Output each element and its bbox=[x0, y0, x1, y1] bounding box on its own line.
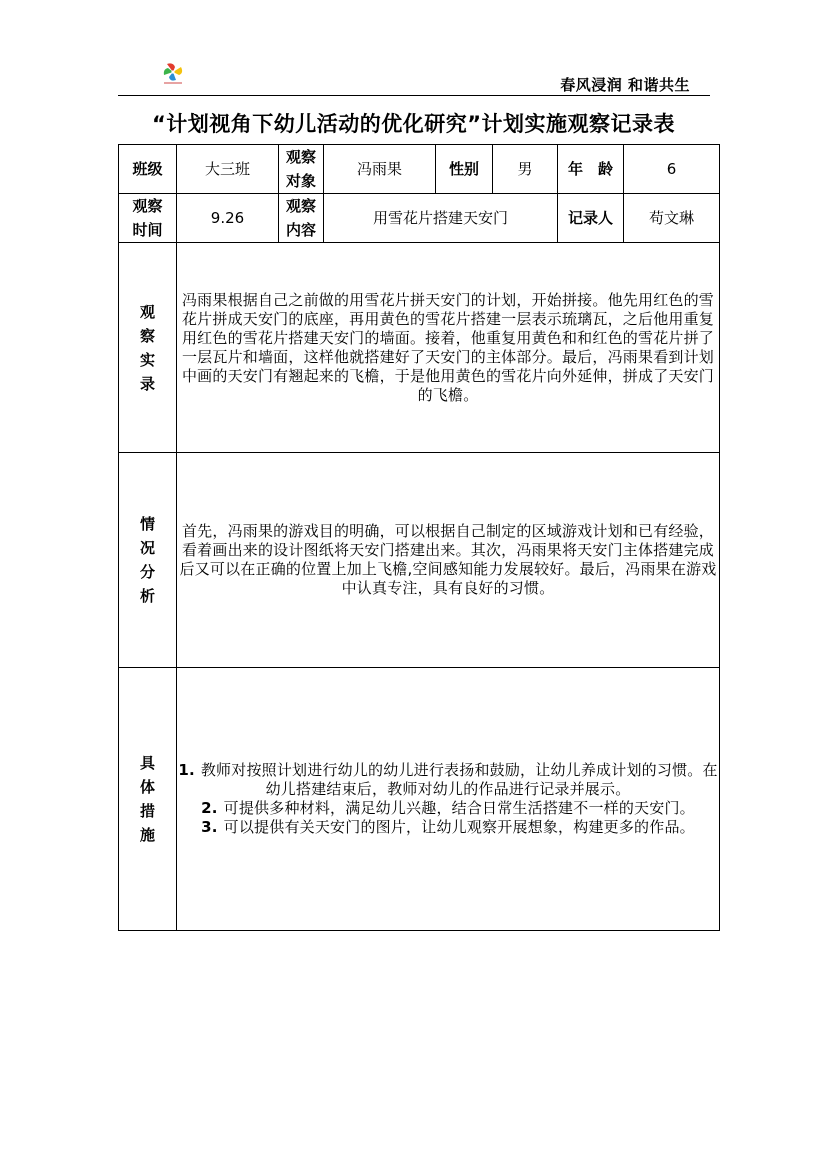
page-title: “计划视角下幼儿活动的优化研究”计划实施观察记录表 bbox=[151, 112, 676, 136]
measure-item: 2. 可提供多种材料，满足幼儿兴趣，结合日常生活搭建不一样的天安门。 bbox=[201, 799, 695, 817]
age-value: 6 bbox=[624, 145, 720, 194]
info-row-1 bbox=[119, 145, 720, 194]
record-row bbox=[119, 243, 720, 453]
content-label: 观察内容 bbox=[279, 194, 324, 243]
measures-label: 具体措施 bbox=[119, 668, 177, 931]
analysis-row bbox=[119, 453, 720, 668]
record-label: 观察实录 bbox=[119, 243, 177, 453]
measure-item: 3. 可以提供有关天安门的图片，让幼儿观察开展想象，构建更多的作品。 bbox=[201, 818, 695, 836]
info-row-2 bbox=[119, 194, 720, 243]
measures-list bbox=[177, 668, 720, 931]
header-divider bbox=[118, 95, 710, 96]
gender-label: 性别 bbox=[436, 145, 493, 194]
class-value: 大三班 bbox=[177, 145, 279, 194]
gender-value: 男 bbox=[493, 145, 558, 194]
analysis-text: 首先，冯雨果的游戏目的明确，可以根据自己制定的区域游戏计划和已有经验，看着画出来的设计图纸将天安门搭建出来。其次，冯雨果将天安门主体搭建完成后又可以在正确的位置上加上飞檐,空间感知能力发展较好。最后，冯雨果在游戏中认真专注，具有良好的习惯。 bbox=[177, 453, 720, 668]
age-label: 年 龄 bbox=[558, 145, 624, 194]
time-label: 观察时间 bbox=[119, 194, 177, 243]
analysis-label: 情况分析 bbox=[119, 453, 177, 668]
subject-value: 冯雨果 bbox=[324, 145, 436, 194]
observation-record-table bbox=[118, 144, 720, 931]
class-label: 班级 bbox=[119, 145, 177, 194]
record-text: 冯雨果根据自己之前做的用雪花片拼天安门的计划，开始拼接。他先用红色的雪花片拼成天安门的底座，再用黄色的雪花片搭建一层表示琉璃瓦，之后他用重复用红色的雪花片搭建天安门的墙面。接着，他重复用黄色和和红色的雪花片拼了一层瓦片和墙面，这样他就搭建好了天安门的主体部分。最后，冯雨果看到计划中画的天安门有翘起来的飞檐，于是他用黄色的雪花片向外延伸，拼成了天安门的飞檐。 bbox=[177, 243, 720, 453]
content-value: 用雪花片搭建天安门 bbox=[324, 194, 558, 243]
recorder-value: 苟文琳 bbox=[624, 194, 720, 243]
subject-label: 观察对象 bbox=[279, 145, 324, 194]
recorder-label: 记录人 bbox=[558, 194, 624, 243]
header-motto: 春风浸润 和谐共生 bbox=[560, 76, 690, 94]
measure-item: 1. 教师对按照计划进行幼儿的幼儿进行表扬和鼓励，让幼儿养成计划的习惯。在幼儿搭建结束后，教师对幼儿的作品进行记录并展示。 bbox=[178, 761, 718, 798]
time-value: 9.26 bbox=[177, 194, 279, 243]
measures-row bbox=[119, 668, 720, 931]
pinwheel-logo-icon bbox=[160, 62, 186, 86]
